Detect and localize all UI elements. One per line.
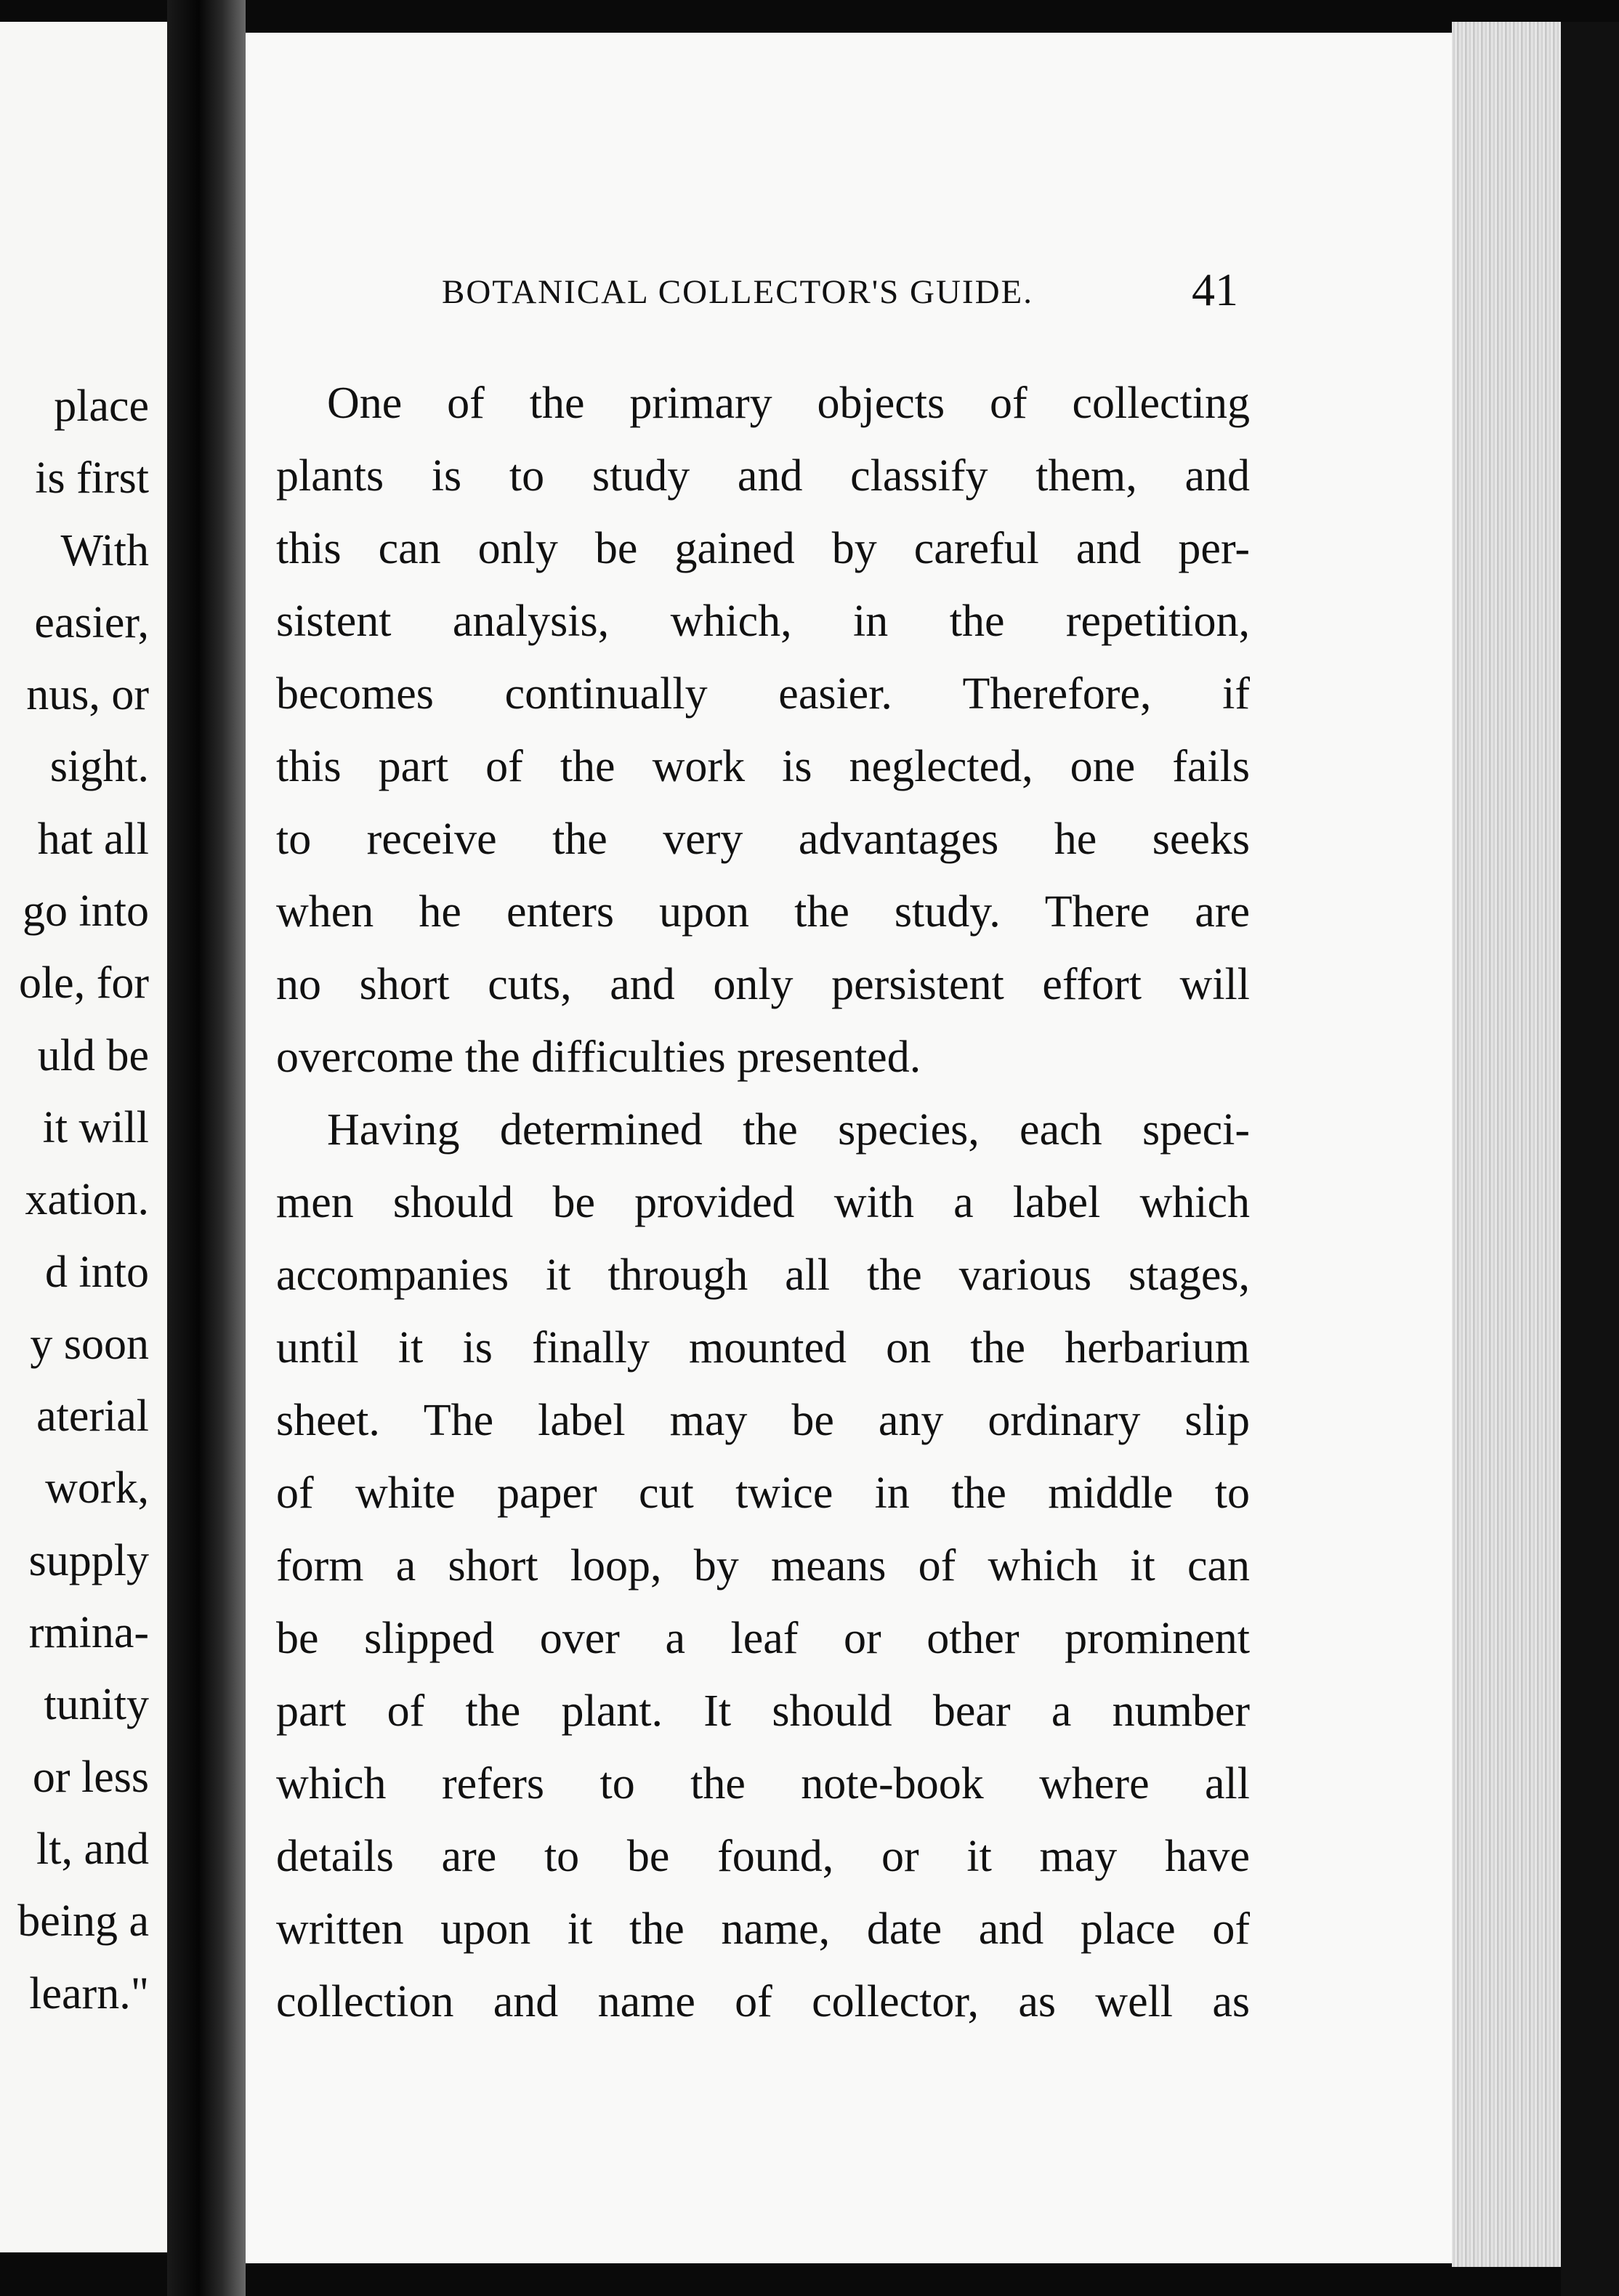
text-line: sistent analysis, which, in the repetition, <box>276 597 1250 646</box>
text-line: this part of the work is neglected, one fails <box>276 742 1250 791</box>
left-line: place <box>54 381 149 431</box>
body-text <box>276 367 1250 2038</box>
page-edges <box>1452 22 1561 2267</box>
left-line: tunity <box>44 1680 149 1730</box>
left-page-text <box>0 371 149 2030</box>
text-line: this can only be gained by careful and per- <box>276 524 1250 573</box>
text-line: sheet. The label may be any ordinary slip <box>276 1396 1250 1445</box>
left-line: d into <box>45 1247 149 1297</box>
text-line: plants is to study and classify them, and <box>276 451 1250 501</box>
left-line: y soon <box>30 1319 149 1369</box>
text-line: becomes continually easier. Therefore, if <box>276 669 1250 719</box>
running-head: BOTANICAL COLLECTOR'S GUIDE. <box>442 273 1033 311</box>
left-line: work, <box>45 1463 149 1513</box>
left-line: supply <box>28 1535 149 1585</box>
text-line: written upon it the name, date and place of <box>276 1904 1250 1954</box>
left-line: nus, or <box>26 670 149 720</box>
text-line: Having determined the species, each speci- <box>327 1105 1250 1155</box>
left-line: hat all <box>37 814 149 864</box>
left-line: or less <box>32 1752 149 1802</box>
left-line: With <box>60 525 149 575</box>
left-line: lt, and <box>36 1824 149 1874</box>
left-line: easier, <box>34 597 149 647</box>
text-line: accompanies it through all the various stages, <box>276 1250 1250 1300</box>
book-gutter <box>167 0 246 2296</box>
left-line: being a <box>17 1896 149 1947</box>
text-line: details are to be found, or it may have <box>276 1832 1250 1881</box>
left-line: learn." <box>29 1968 149 2018</box>
text-line: when he enters upon the study. There are <box>276 887 1250 937</box>
left-line: xation. <box>25 1175 149 1225</box>
left-facing-page <box>0 22 167 2252</box>
text-line: which refers to the note-book where all <box>276 1759 1250 1808</box>
left-line: sight. <box>49 742 149 792</box>
text-line: no short cuts, and only persistent effort will <box>276 960 1250 1009</box>
left-line: is first <box>35 453 149 504</box>
left-line: ole, for <box>18 958 149 1008</box>
left-line: aterial <box>36 1391 149 1442</box>
left-line: it will <box>42 1102 149 1152</box>
text-line: to receive the very advantages he seeks <box>276 814 1250 864</box>
text-line: until it is finally mounted on the herbarium <box>276 1323 1250 1373</box>
left-line: go into <box>23 886 149 937</box>
text-line: overcome the difficulties presented. <box>276 1032 921 1082</box>
text-line: form a short loop, by means of which it can <box>276 1541 1250 1590</box>
left-line: rmina- <box>28 1608 149 1658</box>
text-line: One of the primary objects of collecting <box>327 379 1250 428</box>
text-line: of white paper cut twice in the middle to <box>276 1468 1250 1518</box>
text-line: be slipped over a leaf or other prominent <box>276 1614 1250 1663</box>
scan-border <box>1561 22 1619 2296</box>
left-line: uld be <box>37 1030 149 1080</box>
page-number: 41 <box>1192 264 1238 315</box>
text-line: collection and name of collector, as well as <box>276 1977 1250 2026</box>
text-line: part of the plant. It should bear a number <box>276 1686 1250 1736</box>
text-line: men should be provided with a label which <box>276 1178 1250 1227</box>
